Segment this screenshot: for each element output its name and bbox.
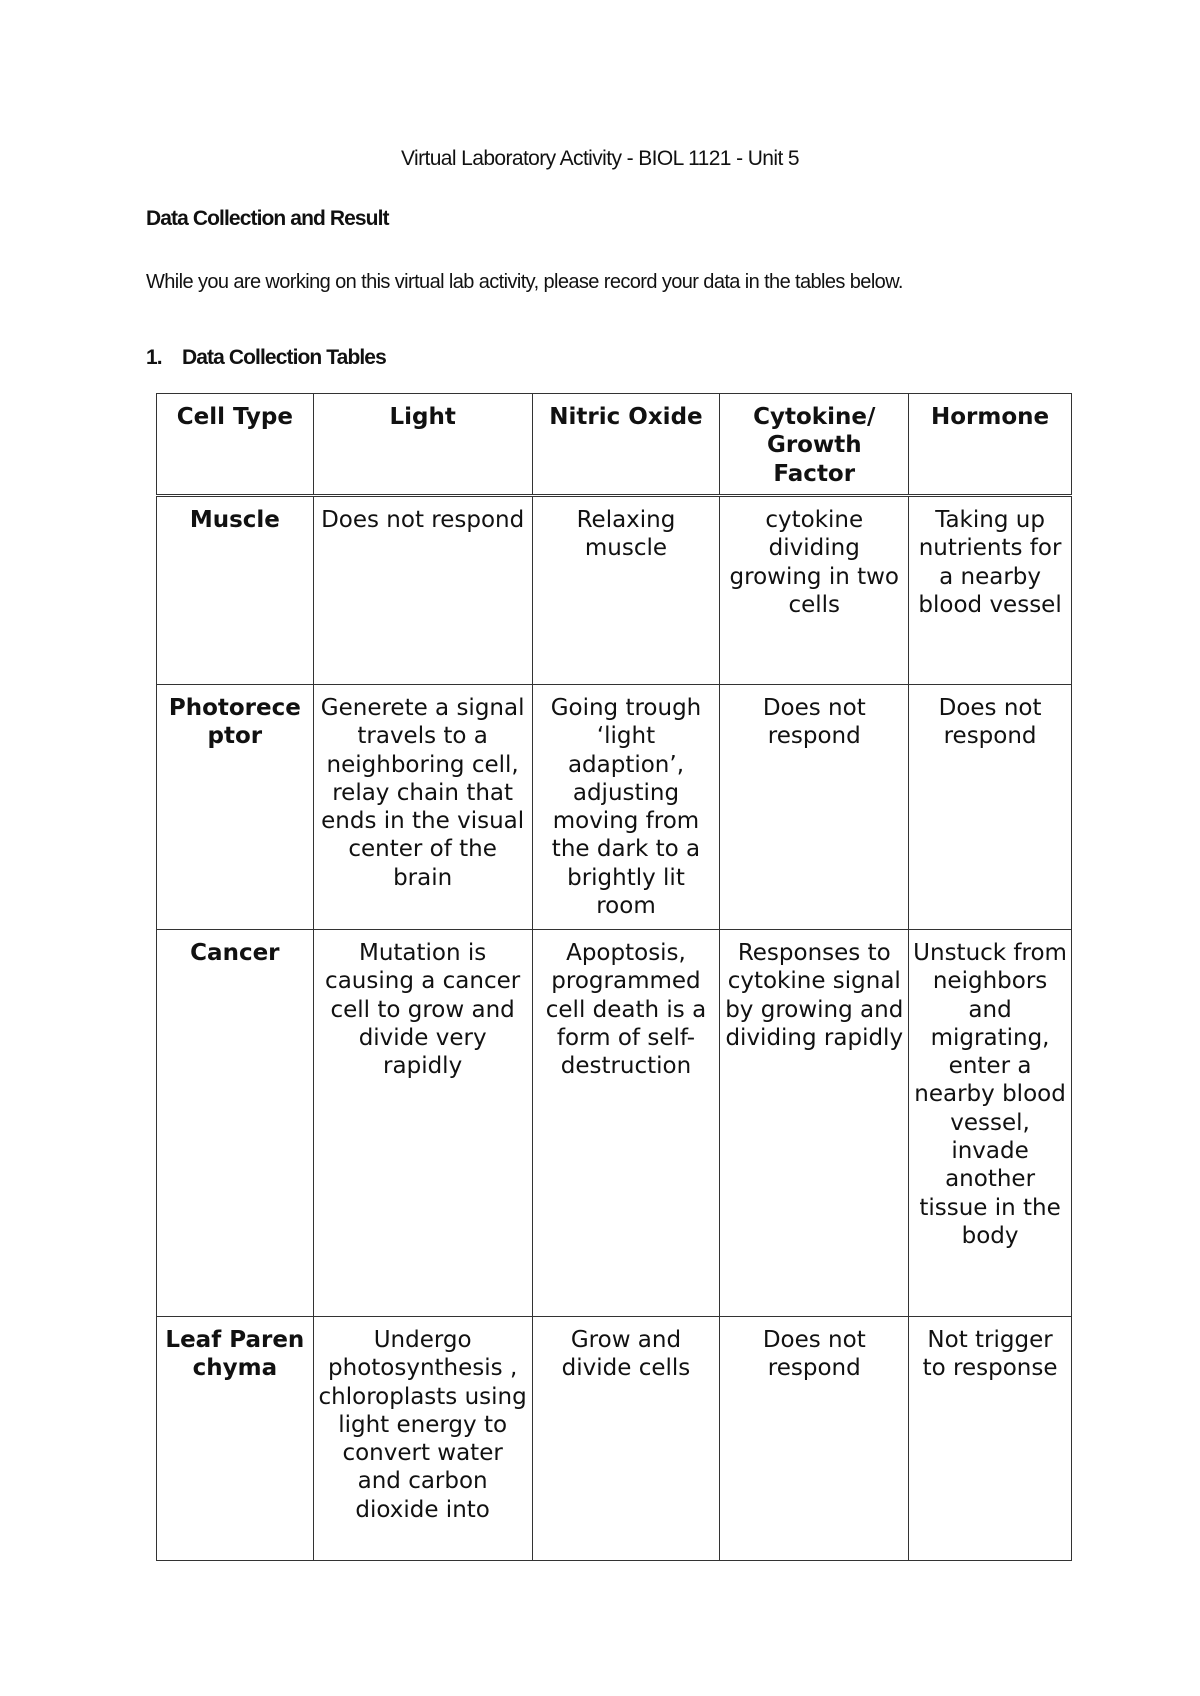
- table-cell: Does not respond: [720, 1317, 909, 1561]
- header-cell: Cell Type: [157, 394, 314, 496]
- table-cell: Generete a signal travels to a neighboring cell, relay chain that ends in the visual center of the brain: [313, 685, 532, 930]
- document-title: Virtual Laboratory Activity - BIOL 1121 - Unit 5: [400, 147, 799, 170]
- table-cell: Does not respond: [313, 496, 532, 685]
- table-cell: Responses to cytokine signal by growing and dividing rapidly: [720, 930, 909, 1317]
- header-cell: Nitric Oxide: [532, 394, 720, 496]
- subsection-number: 1.: [146, 346, 162, 369]
- table-cell: cytokine dividing growing in two cells: [720, 496, 909, 685]
- table-cell: Does not respond: [720, 685, 909, 930]
- instructions-paragraph: While you are working on this virtual lab activity, please record your data in the tables below.: [146, 271, 903, 293]
- cell-type: Cancer: [157, 930, 314, 1317]
- header-cell: Light: [313, 394, 532, 496]
- table-cell: Relaxing muscle: [532, 496, 720, 685]
- table-cell: Apoptosis, programmed cell death is a form of self-destruction: [532, 930, 720, 1317]
- table-cell: Mutation is causing a cancer cell to grow and divide very rapidly: [313, 930, 532, 1317]
- cell-type: Muscle: [157, 496, 314, 685]
- table-cell: Undergo photosynthesis , chloroplasts using light energy to convert water and carbon dioxide into: [313, 1317, 532, 1561]
- subsection-label: Data Collection Tables: [182, 346, 386, 369]
- table-row: [157, 496, 1072, 685]
- table-cell: Going trough ‘light adaption’, adjusting moving from the dark to a brightly lit room: [532, 685, 720, 930]
- subsection-heading: [146, 346, 386, 370]
- table-header-row: [157, 394, 1072, 496]
- header-cell: Cytokine/ Growth Factor: [720, 394, 909, 496]
- header-cell: Hormone: [909, 394, 1072, 496]
- table-cell: Not trigger to response: [909, 1317, 1072, 1561]
- table-row: [157, 1317, 1072, 1561]
- table-row: [157, 685, 1072, 930]
- data-collection-table: [156, 393, 1072, 1561]
- table-cell: Does not respond: [909, 685, 1072, 930]
- table-row: [157, 930, 1072, 1317]
- section-heading: Data Collection and Result: [146, 207, 389, 230]
- table-cell: Unstuck from neighbors and migrating, enter a nearby blood vessel, invade another tissue in the body: [909, 930, 1072, 1317]
- cell-type: Leaf Parenchyma: [157, 1317, 314, 1561]
- table-cell: Grow and divide cells: [532, 1317, 720, 1561]
- cell-type: Photoreceptor: [157, 685, 314, 930]
- table-cell: Taking up nutrients for a nearby blood vessel: [909, 496, 1072, 685]
